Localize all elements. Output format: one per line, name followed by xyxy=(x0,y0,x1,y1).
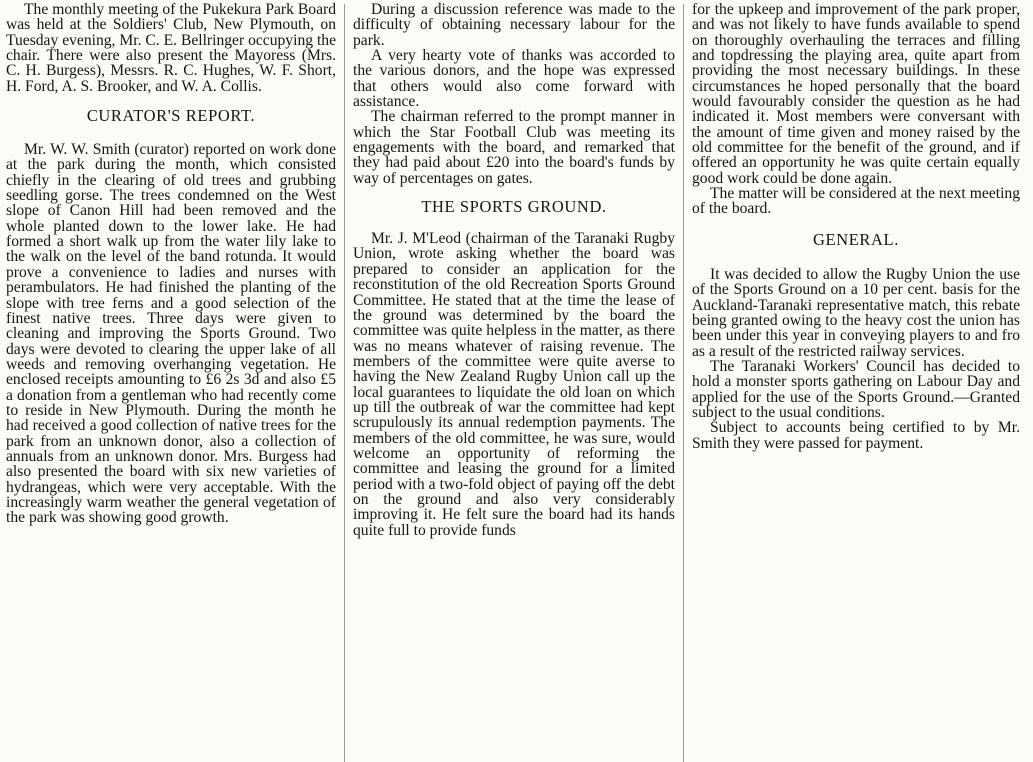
article-column-1 xyxy=(4,2,344,762)
section-heading-general: GENERAL. xyxy=(813,229,899,249)
workers-council-paragraph: The Taranaki Workers' Council has decided to hold a monster sports gathering on Labour Day and applied for the use of the Sports Ground.—Granted subject to the usual conditions. xyxy=(692,357,1020,421)
curators-report-paragraph: Mr. W. W. Smith (curator) reported on work done at the park during the month, which consisted chiefly in the clearing of old trees and grubbing seedling gorse. The trees condemned on the West slope of Canon Hill had been removed and the whole planted down to the lower lake. He had formed a short walk up from the water lily lake to the walk on the level of the band rotunda. It would prove a convenience to ladies and nurses with perambulators. He had finished the planting of the slope with tree ferns and a good selection of the finest native trees. Three days were given to cleaning and improving the Sports Ground. Two days were devoted to clearing the upper lake of all weeds and removing overhanging vegetation. He enclosed receipts amounting to £6 2s 3d and also £5 a donation from a gentleman who had recently come to reside in New Plymouth. During the month he had received a good collection of native trees for the park from an unknown donor, also a collection of annuals from an unknown donor. Mrs. Burgess had also presented the board with six new varieties of hydrangeas, which were very acceptable. With the increasingly warm weather the general vegetation of the park was showing good growth. xyxy=(6,141,336,527)
vote-of-thanks-paragraph: A very hearty vote of thanks was accorded to the various donors, and the hope was expressed that others would also come forward with assistance. xyxy=(353,47,675,111)
rugby-union-paragraph: It was decided to allow the Rugby Union the use of the Sports Ground on a 10 per cent. basis for the Auckland-Taranaki representative match, this rebate being granted owing to the heavy cost the union has been under this year in conveying players to and fro as a result of the restricted railway services. xyxy=(692,265,1020,360)
sports-ground-continued-paragraph: for the upkeep and improvement of the park proper, and was not likely to have funds available to spend on thoroughly overhauling the terraces and filling and topdressing the playing area, quite apart from providing the most necessary buildings. In these circumstances he hoped personally that the board would favourably consider the question as he had indicated it. Most members were conversant with the amount of time given and money raised by the old committee for the benefit of the ground, and if offered an opportunity he was quite certain equally good work could be done again. xyxy=(692,2,1020,187)
sports-ground-paragraph: Mr. J. M'Leod (chairman of the Taranaki Rugby Union, wrote asking whether the board was prepared to consider an application for the reconstitution of the old Recreation Sports Ground Committee. He stated that at the time the lease of the ground was determined by the board the committee was quite helpless in the matter, as there was no means whatever of raising revenue. The members of the committee were quite averse to having the New Zealand Rugby Union call up the local guarantees to liquidate the old loan on which up till the outbreak of war the committee had kept scrupulously its annual redemption payments. The members of the old committee, he was sure, would welcome an opportunity of reforming the committee and leasing the ground for a limited period with a two-fold object of paying off the debt on the ground and also very considerably improving it. He felt sure the board had its hands quite full to provide funds xyxy=(353,230,675,539)
matter-considered-paragraph: The matter will be considered at the next meeting of the board. xyxy=(692,185,1020,218)
article-column-2 xyxy=(345,2,683,762)
accounts-paragraph: Subject to accounts being certified to by Mr. Smith they were passed for payment. xyxy=(692,419,1020,452)
section-heading-sports-ground: THE SPORTS GROUND. xyxy=(421,197,607,217)
article-column-3 xyxy=(684,2,1024,762)
opening-paragraph: The monthly meeting of the Pukekura Park Board was held at the Soldiers' Club, New Plymouth, on Tuesday evening, Mr. C. E. Bellringer occupying the chair. There were also present the Mayoress (Mrs. C. H. Burgess), Messrs. R. C. Hughes, W. F. Short, H. Ford, A. S. Brooker, and W. A. Collis. xyxy=(6,2,336,95)
labour-discussion-paragraph: During a discussion reference was made to the difficulty of obtaining necessary labour for the park. xyxy=(353,2,675,49)
star-football-club-paragraph: The chairman referred to the prompt manner in which the Star Football Club was meeting its engagements with the board, and remarked that they had paid about £20 into the board's funds by way of percentages on gates. xyxy=(353,108,675,187)
section-heading-curators-report: CURATOR'S REPORT. xyxy=(86,106,256,126)
